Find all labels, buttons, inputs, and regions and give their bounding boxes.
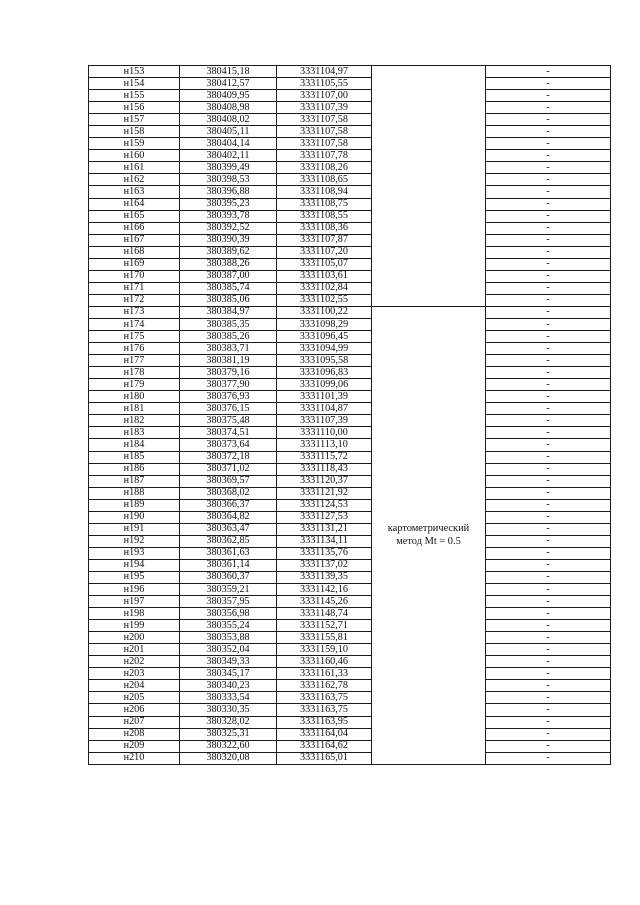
- x-coordinate-cell: 380369,57: [180, 475, 277, 487]
- x-coordinate-cell: 380376,93: [180, 391, 277, 403]
- y-coordinate-cell: 3331096,83: [277, 367, 372, 379]
- point-cell: н186: [89, 463, 180, 475]
- y-coordinate-cell: 3331096,45: [277, 331, 372, 343]
- note-cell: -: [486, 379, 611, 391]
- point-cell: н165: [89, 210, 180, 222]
- x-coordinate-cell: 380415,18: [180, 66, 277, 78]
- table-row: [89, 355, 611, 367]
- y-coordinate-cell: 3331115,72: [277, 451, 372, 463]
- table-row: [89, 463, 611, 475]
- note-cell: -: [486, 704, 611, 716]
- table-row: [89, 704, 611, 716]
- table-row: [89, 162, 611, 174]
- x-coordinate-cell: 380357,95: [180, 596, 277, 608]
- note-cell: -: [486, 66, 611, 78]
- point-cell: н185: [89, 451, 180, 463]
- y-coordinate-cell: 3331108,65: [277, 174, 372, 186]
- table-row: [89, 318, 611, 330]
- table-row: [89, 391, 611, 403]
- table-row: [89, 282, 611, 294]
- y-coordinate-cell: 3331155,81: [277, 632, 372, 644]
- point-cell: н197: [89, 596, 180, 608]
- y-coordinate-cell: 3331139,35: [277, 571, 372, 583]
- table-row: [89, 632, 611, 644]
- point-cell: н204: [89, 680, 180, 692]
- note-cell: -: [486, 535, 611, 547]
- note-cell: -: [486, 740, 611, 752]
- x-coordinate-cell: 380390,39: [180, 234, 277, 246]
- note-cell: -: [486, 668, 611, 680]
- table-row: [89, 547, 611, 559]
- y-coordinate-cell: 3331100,22: [277, 306, 372, 318]
- table-row: [89, 620, 611, 632]
- note-cell: -: [486, 102, 611, 114]
- note-cell: -: [486, 306, 611, 318]
- x-coordinate-cell: 380322,60: [180, 740, 277, 752]
- note-cell: -: [486, 584, 611, 596]
- point-cell: н181: [89, 403, 180, 415]
- table-row: [89, 608, 611, 620]
- table-row: [89, 306, 611, 318]
- x-coordinate-cell: 380371,02: [180, 463, 277, 475]
- table-row: [89, 126, 611, 138]
- point-cell: н207: [89, 716, 180, 728]
- note-cell: -: [486, 451, 611, 463]
- x-coordinate-cell: 380328,02: [180, 716, 277, 728]
- y-coordinate-cell: 3331159,10: [277, 644, 372, 656]
- x-coordinate-cell: 380325,31: [180, 728, 277, 740]
- point-cell: н176: [89, 343, 180, 355]
- note-cell: -: [486, 186, 611, 198]
- table-row: [89, 78, 611, 90]
- table-row: [89, 246, 611, 258]
- x-coordinate-cell: 380396,88: [180, 186, 277, 198]
- table-row: [89, 535, 611, 547]
- point-cell: н208: [89, 728, 180, 740]
- point-cell: н202: [89, 656, 180, 668]
- x-coordinate-cell: 380392,52: [180, 222, 277, 234]
- point-cell: н170: [89, 270, 180, 282]
- point-cell: н190: [89, 511, 180, 523]
- point-cell: н172: [89, 294, 180, 306]
- note-cell: -: [486, 571, 611, 583]
- table-row: [89, 596, 611, 608]
- x-coordinate-cell: 380320,08: [180, 752, 277, 764]
- y-coordinate-cell: 3331131,21: [277, 523, 372, 535]
- point-cell: н210: [89, 752, 180, 764]
- note-cell: -: [486, 126, 611, 138]
- y-coordinate-cell: 3331102,84: [277, 282, 372, 294]
- table-row: [89, 210, 611, 222]
- x-coordinate-cell: 380405,11: [180, 126, 277, 138]
- note-cell: -: [486, 427, 611, 439]
- note-cell: -: [486, 150, 611, 162]
- point-cell: н187: [89, 475, 180, 487]
- note-cell: -: [486, 644, 611, 656]
- x-coordinate-cell: 380372,18: [180, 451, 277, 463]
- note-cell: -: [486, 294, 611, 306]
- x-coordinate-cell: 380385,74: [180, 282, 277, 294]
- note-cell: -: [486, 114, 611, 126]
- x-coordinate-cell: 380389,62: [180, 246, 277, 258]
- y-coordinate-cell: 3331164,04: [277, 728, 372, 740]
- table-row: [89, 343, 611, 355]
- table-row: [89, 752, 611, 764]
- y-coordinate-cell: 3331108,55: [277, 210, 372, 222]
- x-coordinate-cell: 380376,15: [180, 403, 277, 415]
- note-cell: -: [486, 656, 611, 668]
- note-cell: -: [486, 439, 611, 451]
- point-cell: н182: [89, 415, 180, 427]
- y-coordinate-cell: 3331118,43: [277, 463, 372, 475]
- x-coordinate-cell: 380409,95: [180, 90, 277, 102]
- y-coordinate-cell: 3331104,97: [277, 66, 372, 78]
- table-row: [89, 258, 611, 270]
- x-coordinate-cell: 380412,57: [180, 78, 277, 90]
- x-coordinate-cell: 380399,49: [180, 162, 277, 174]
- note-cell: -: [486, 258, 611, 270]
- note-cell: -: [486, 222, 611, 234]
- y-coordinate-cell: 3331108,36: [277, 222, 372, 234]
- point-cell: н203: [89, 668, 180, 680]
- y-coordinate-cell: 3331164,62: [277, 740, 372, 752]
- x-coordinate-cell: 380359,21: [180, 584, 277, 596]
- x-coordinate-cell: 380398,53: [180, 174, 277, 186]
- point-cell: н160: [89, 150, 180, 162]
- note-cell: -: [486, 632, 611, 644]
- table-row: [89, 728, 611, 740]
- x-coordinate-cell: 380361,63: [180, 547, 277, 559]
- note-cell: -: [486, 728, 611, 740]
- y-coordinate-cell: 3331107,58: [277, 114, 372, 126]
- y-coordinate-cell: 3331160,46: [277, 656, 372, 668]
- table-row: [89, 102, 611, 114]
- method-cell: [372, 306, 486, 764]
- x-coordinate-cell: 380385,06: [180, 294, 277, 306]
- y-coordinate-cell: 3331108,26: [277, 162, 372, 174]
- table-row: [89, 451, 611, 463]
- y-coordinate-cell: 3331145,26: [277, 596, 372, 608]
- table-row: [89, 114, 611, 126]
- note-cell: -: [486, 174, 611, 186]
- point-cell: н192: [89, 535, 180, 547]
- point-cell: н184: [89, 439, 180, 451]
- note-cell: -: [486, 547, 611, 559]
- point-cell: н189: [89, 499, 180, 511]
- y-coordinate-cell: 3331163,75: [277, 704, 372, 716]
- note-cell: -: [486, 367, 611, 379]
- point-cell: н205: [89, 692, 180, 704]
- x-coordinate-cell: 380360,37: [180, 571, 277, 583]
- x-coordinate-cell: 380362,85: [180, 535, 277, 547]
- note-cell: -: [486, 487, 611, 499]
- y-coordinate-cell: 3331142,16: [277, 584, 372, 596]
- x-coordinate-cell: 380384,97: [180, 306, 277, 318]
- point-cell: н169: [89, 258, 180, 270]
- y-coordinate-cell: 3331148,74: [277, 608, 372, 620]
- table-row: [89, 294, 611, 306]
- note-cell: -: [486, 463, 611, 475]
- point-cell: н156: [89, 102, 180, 114]
- table-row: [89, 198, 611, 210]
- point-cell: н166: [89, 222, 180, 234]
- point-cell: н201: [89, 644, 180, 656]
- x-coordinate-cell: 380388,26: [180, 258, 277, 270]
- y-coordinate-cell: 3331162,78: [277, 680, 372, 692]
- y-coordinate-cell: 3331105,07: [277, 258, 372, 270]
- y-coordinate-cell: 3331108,94: [277, 186, 372, 198]
- x-coordinate-cell: 380345,17: [180, 668, 277, 680]
- x-coordinate-cell: 380363,47: [180, 523, 277, 535]
- x-coordinate-cell: 380379,16: [180, 367, 277, 379]
- table-row: [89, 367, 611, 379]
- y-coordinate-cell: 3331110,00: [277, 427, 372, 439]
- point-cell: н162: [89, 174, 180, 186]
- point-cell: н191: [89, 523, 180, 535]
- note-cell: -: [486, 475, 611, 487]
- x-coordinate-cell: 380387,00: [180, 270, 277, 282]
- point-cell: н180: [89, 391, 180, 403]
- table-row: [89, 523, 611, 535]
- table-row: [89, 740, 611, 752]
- table-row: [89, 559, 611, 571]
- y-coordinate-cell: 3331102,55: [277, 294, 372, 306]
- point-cell: н158: [89, 126, 180, 138]
- y-coordinate-cell: 3331103,61: [277, 270, 372, 282]
- x-coordinate-cell: 380408,02: [180, 114, 277, 126]
- y-coordinate-cell: 3331161,33: [277, 668, 372, 680]
- point-cell: н163: [89, 186, 180, 198]
- note-cell: -: [486, 559, 611, 571]
- note-cell: -: [486, 620, 611, 632]
- table-row: [89, 716, 611, 728]
- x-coordinate-cell: 380373,64: [180, 439, 277, 451]
- point-cell: н193: [89, 547, 180, 559]
- method-label-line1: картометрический: [387, 523, 470, 535]
- x-coordinate-cell: 380333,54: [180, 692, 277, 704]
- note-cell: -: [486, 90, 611, 102]
- y-coordinate-cell: 3331135,76: [277, 547, 372, 559]
- x-coordinate-cell: 380385,26: [180, 331, 277, 343]
- point-cell: н209: [89, 740, 180, 752]
- point-cell: н200: [89, 632, 180, 644]
- note-cell: -: [486, 282, 611, 294]
- x-coordinate-cell: 380353,88: [180, 632, 277, 644]
- note-cell: -: [486, 246, 611, 258]
- table-row: [89, 403, 611, 415]
- point-cell: н167: [89, 234, 180, 246]
- x-coordinate-cell: 380381,19: [180, 355, 277, 367]
- note-cell: -: [486, 138, 611, 150]
- note-cell: -: [486, 403, 611, 415]
- x-coordinate-cell: 380340,23: [180, 680, 277, 692]
- table-row: [89, 571, 611, 583]
- point-cell: н196: [89, 584, 180, 596]
- note-cell: -: [486, 78, 611, 90]
- y-coordinate-cell: 3331137,02: [277, 559, 372, 571]
- point-cell: н154: [89, 78, 180, 90]
- point-cell: н179: [89, 379, 180, 391]
- point-cell: н198: [89, 608, 180, 620]
- y-coordinate-cell: 3331163,75: [277, 692, 372, 704]
- x-coordinate-cell: 380356,98: [180, 608, 277, 620]
- table-row: [89, 66, 611, 78]
- point-cell: н194: [89, 559, 180, 571]
- point-cell: н161: [89, 162, 180, 174]
- table-row: [89, 222, 611, 234]
- y-coordinate-cell: 3331163,95: [277, 716, 372, 728]
- note-cell: -: [486, 511, 611, 523]
- x-coordinate-cell: 380383,71: [180, 343, 277, 355]
- point-cell: н178: [89, 367, 180, 379]
- point-cell: н188: [89, 487, 180, 499]
- table-row: [89, 234, 611, 246]
- note-cell: -: [486, 391, 611, 403]
- note-cell: -: [486, 523, 611, 535]
- x-coordinate-cell: 380377,90: [180, 379, 277, 391]
- note-cell: -: [486, 608, 611, 620]
- note-cell: -: [486, 318, 611, 330]
- x-coordinate-cell: 380408,98: [180, 102, 277, 114]
- table-row: [89, 138, 611, 150]
- x-coordinate-cell: 380361,14: [180, 559, 277, 571]
- y-coordinate-cell: 3331105,55: [277, 78, 372, 90]
- note-cell: -: [486, 343, 611, 355]
- table-row: [89, 270, 611, 282]
- table-row: [89, 415, 611, 427]
- x-coordinate-cell: 380355,24: [180, 620, 277, 632]
- table-row: [89, 439, 611, 451]
- note-cell: -: [486, 162, 611, 174]
- table-row: [89, 331, 611, 343]
- table-row: [89, 692, 611, 704]
- y-coordinate-cell: 3331113,10: [277, 439, 372, 451]
- note-cell: -: [486, 692, 611, 704]
- y-coordinate-cell: 3331098,29: [277, 318, 372, 330]
- point-cell: н195: [89, 571, 180, 583]
- x-coordinate-cell: 380374,51: [180, 427, 277, 439]
- y-coordinate-cell: 3331104,87: [277, 403, 372, 415]
- point-cell: н155: [89, 90, 180, 102]
- y-coordinate-cell: 3331094,99: [277, 343, 372, 355]
- table-row: [89, 150, 611, 162]
- note-cell: -: [486, 234, 611, 246]
- y-coordinate-cell: 3331107,58: [277, 138, 372, 150]
- y-coordinate-cell: 3331107,39: [277, 415, 372, 427]
- point-cell: н157: [89, 114, 180, 126]
- note-cell: -: [486, 355, 611, 367]
- y-coordinate-cell: 3331127,53: [277, 511, 372, 523]
- table-row: [89, 499, 611, 511]
- note-cell: -: [486, 198, 611, 210]
- x-coordinate-cell: 380404,14: [180, 138, 277, 150]
- point-cell: н168: [89, 246, 180, 258]
- y-coordinate-cell: 3331134,11: [277, 535, 372, 547]
- note-cell: -: [486, 499, 611, 511]
- x-coordinate-cell: 380366,37: [180, 499, 277, 511]
- point-cell: н173: [89, 306, 180, 318]
- point-cell: н159: [89, 138, 180, 150]
- note-cell: -: [486, 596, 611, 608]
- y-coordinate-cell: 3331101,39: [277, 391, 372, 403]
- y-coordinate-cell: 3331107,78: [277, 150, 372, 162]
- point-cell: н183: [89, 427, 180, 439]
- table-row: [89, 487, 611, 499]
- coordinates-table: [88, 65, 611, 765]
- y-coordinate-cell: 3331107,58: [277, 126, 372, 138]
- table-row: [89, 379, 611, 391]
- x-coordinate-cell: 380364,82: [180, 511, 277, 523]
- note-cell: -: [486, 331, 611, 343]
- point-cell: н174: [89, 318, 180, 330]
- note-cell: -: [486, 680, 611, 692]
- table-row: [89, 584, 611, 596]
- table-row: [89, 656, 611, 668]
- point-cell: н153: [89, 66, 180, 78]
- table-row: [89, 644, 611, 656]
- point-cell: н171: [89, 282, 180, 294]
- y-coordinate-cell: 3331107,87: [277, 234, 372, 246]
- y-coordinate-cell: 3331120,37: [277, 475, 372, 487]
- y-coordinate-cell: 3331107,20: [277, 246, 372, 258]
- y-coordinate-cell: 3331124,53: [277, 499, 372, 511]
- table-row: [89, 186, 611, 198]
- note-cell: -: [486, 210, 611, 222]
- method-label-line2: метод Mt = 0.5: [396, 536, 461, 548]
- x-coordinate-cell: 380393,78: [180, 210, 277, 222]
- coordinates-table-body: [89, 66, 611, 765]
- table-row: [89, 475, 611, 487]
- y-coordinate-cell: 3331095,58: [277, 355, 372, 367]
- y-coordinate-cell: 3331107,39: [277, 102, 372, 114]
- x-coordinate-cell: 380395,23: [180, 198, 277, 210]
- x-coordinate-cell: 380402,11: [180, 150, 277, 162]
- y-coordinate-cell: 3331108,75: [277, 198, 372, 210]
- y-coordinate-cell: 3331121,92: [277, 487, 372, 499]
- note-cell: -: [486, 270, 611, 282]
- x-coordinate-cell: 380349,33: [180, 656, 277, 668]
- method-cell-empty: [372, 66, 486, 307]
- y-coordinate-cell: 3331165,01: [277, 752, 372, 764]
- table-row: [89, 680, 611, 692]
- table-row: [89, 511, 611, 523]
- x-coordinate-cell: 380330,35: [180, 704, 277, 716]
- note-cell: -: [486, 716, 611, 728]
- point-cell: н199: [89, 620, 180, 632]
- point-cell: н206: [89, 704, 180, 716]
- note-cell: -: [486, 415, 611, 427]
- y-coordinate-cell: 3331099,06: [277, 379, 372, 391]
- x-coordinate-cell: 380385,35: [180, 318, 277, 330]
- table-row: [89, 90, 611, 102]
- table-row: [89, 174, 611, 186]
- y-coordinate-cell: 3331152,71: [277, 620, 372, 632]
- table-row: [89, 427, 611, 439]
- x-coordinate-cell: 380375,48: [180, 415, 277, 427]
- x-coordinate-cell: 380368,02: [180, 487, 277, 499]
- note-cell: -: [486, 752, 611, 764]
- y-coordinate-cell: 3331107,00: [277, 90, 372, 102]
- x-coordinate-cell: 380352,04: [180, 644, 277, 656]
- point-cell: н175: [89, 331, 180, 343]
- point-cell: н177: [89, 355, 180, 367]
- table-row: [89, 668, 611, 680]
- point-cell: н164: [89, 198, 180, 210]
